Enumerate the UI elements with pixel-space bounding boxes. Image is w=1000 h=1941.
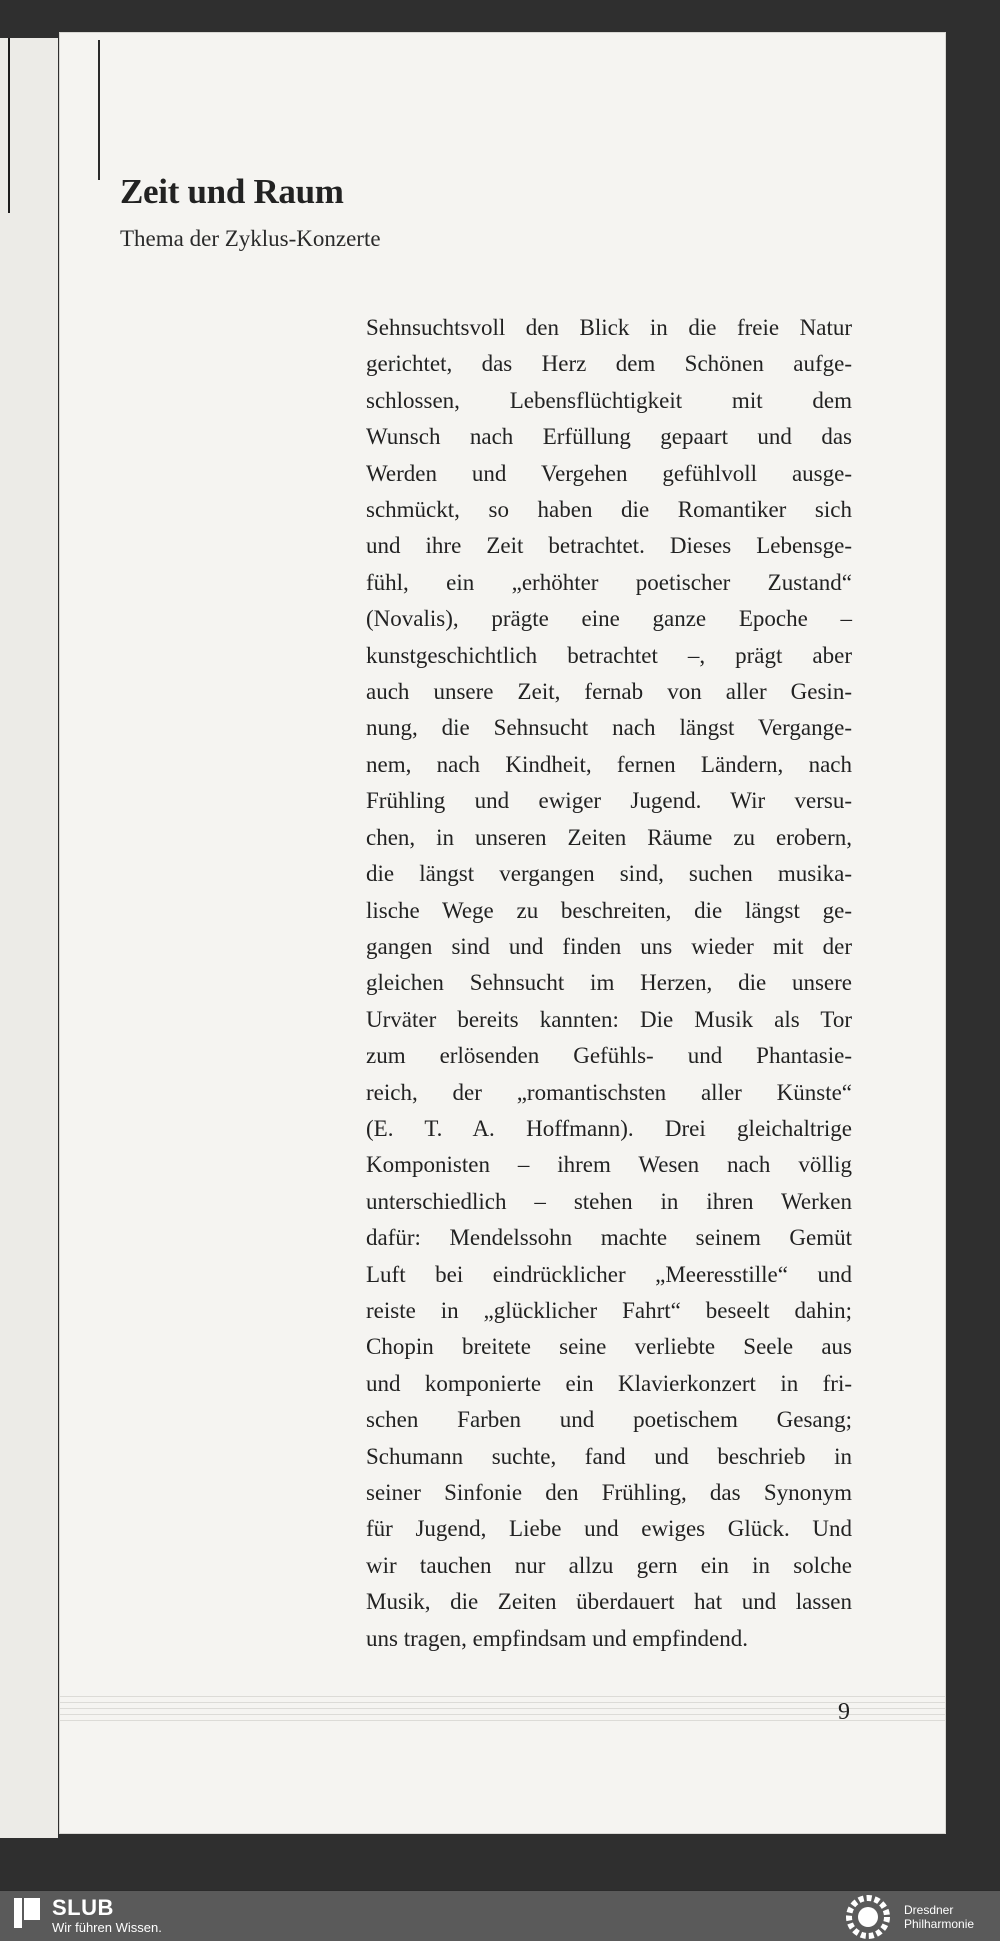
body-line: dafür: Mendelssohn machte seinem Gemüt (366, 1225, 852, 1251)
body-line: und ihre Zeit betrachtet. Dieses Lebensge- (366, 533, 852, 559)
library-name: SLUB (52, 1895, 114, 1920)
staff-line (60, 1708, 945, 1709)
body-line: fühl, ein „erhöhter poetischer Zustand“ (366, 569, 852, 595)
philharmonie-logo-icon (842, 1895, 894, 1939)
staff-line (60, 1720, 945, 1721)
body-line: gleichen Sehnsucht im Herzen, die unsere (366, 970, 852, 996)
body-line: schlossen, Lebensflüchtigkeit mit dem (366, 387, 852, 413)
staff-line (60, 1696, 945, 1697)
body-line: zum erlösenden Gefühls- und Phantasie- (366, 1043, 852, 1069)
body-line: Sehnsuchtsvoll den Blick in die freie Natur (366, 315, 852, 340)
body-line: reiste in „glücklicher Fahrt“ beseelt dahin; (366, 1297, 852, 1323)
body-line: gangen sind und finden uns wieder mit der (366, 933, 852, 959)
body-line: auch unsere Zeit, fernab von aller Gesin- (366, 679, 852, 705)
body-line: Komponisten – ihrem Wesen nach völlig (366, 1152, 852, 1178)
body-line: Werden und Vergehen gefühlvoll ausge- (366, 460, 852, 486)
page-margin-rule (98, 40, 100, 180)
body-line: Urväter bereits kannten: Die Musik als Tor (366, 1006, 852, 1032)
facing-page-edge (0, 38, 58, 1838)
body-line: Musik, die Zeiten überdauert hat und lassen (366, 1589, 852, 1615)
body-line: seiner Sinfonie den Frühling, das Synonym (366, 1480, 852, 1505)
body-line: (Novalis), prägte eine ganze Epoche – (366, 606, 852, 632)
partner-name (904, 1903, 974, 1931)
body-line: chen, in unseren Zeiten Räume zu erobern, (366, 824, 852, 850)
body-line: Wunsch nach Erfüllung gepaart und das (366, 424, 852, 450)
body-line: schmückt, so haben die Romantiker sich (366, 497, 852, 523)
body-line: die längst vergangen sind, suchen musika- (366, 861, 852, 887)
body-line: kunstgeschichtlich betrachtet –, prägt aber (366, 642, 852, 668)
page-number: 9 (838, 1699, 850, 1725)
body-line: nem, nach Kindheit, fernen Ländern, nach (366, 751, 852, 777)
body-line: schen Farben und poetischem Gesang; (366, 1407, 852, 1433)
body-line: Luft bei eindrücklicher „Meeresstille“ und (366, 1261, 852, 1287)
partner-name-line2: Philharmonie (904, 1917, 975, 1931)
body-line: Chopin breitete seine verliebte Seele aus (366, 1334, 852, 1360)
partner-name-line1: Dresdner (904, 1903, 954, 1917)
library-tagline: Wir führen Wissen. (52, 1920, 162, 1935)
slub-logo-icon (14, 1898, 40, 1928)
facing-page-rule (8, 38, 10, 213)
staff-line (60, 1714, 945, 1715)
body-line: reich, der „romantischsten aller Künste“ (366, 1079, 852, 1105)
page-title: Zeit und Raum (120, 172, 344, 211)
body-line: unterschiedlich – stehen in ihren Werken (366, 1188, 852, 1214)
body-line: wir tauchen nur allzu gern ein in solche (366, 1552, 852, 1578)
body-line: uns tragen, empfindsam und empfindend. (366, 1625, 748, 1651)
body-line: gerichtet, das Herz dem Schönen aufge- (366, 351, 852, 377)
body-line: Schumann suchte, fand und beschrieb in (366, 1443, 852, 1469)
body-line: nung, die Sehnsucht nach längst Vergange- (366, 715, 852, 741)
page-subtitle: Thema der Zyklus-Konzerte (120, 226, 381, 251)
body-line: für Jugend, Liebe und ewiges Glück. Und (366, 1516, 852, 1542)
staff-line (60, 1702, 945, 1703)
body-line: Frühling und ewiger Jugend. Wir versu- (366, 788, 852, 814)
footer-bar (0, 1891, 1000, 1941)
body-paragraph (366, 310, 852, 1657)
body-line: und komponierte ein Klavierkonzert in fri- (366, 1370, 852, 1396)
body-line: lische Wege zu beschreiten, die längst ge- (366, 897, 852, 923)
body-line: (E. T. A. Hoffmann). Drei gleichaltrige (366, 1115, 852, 1141)
